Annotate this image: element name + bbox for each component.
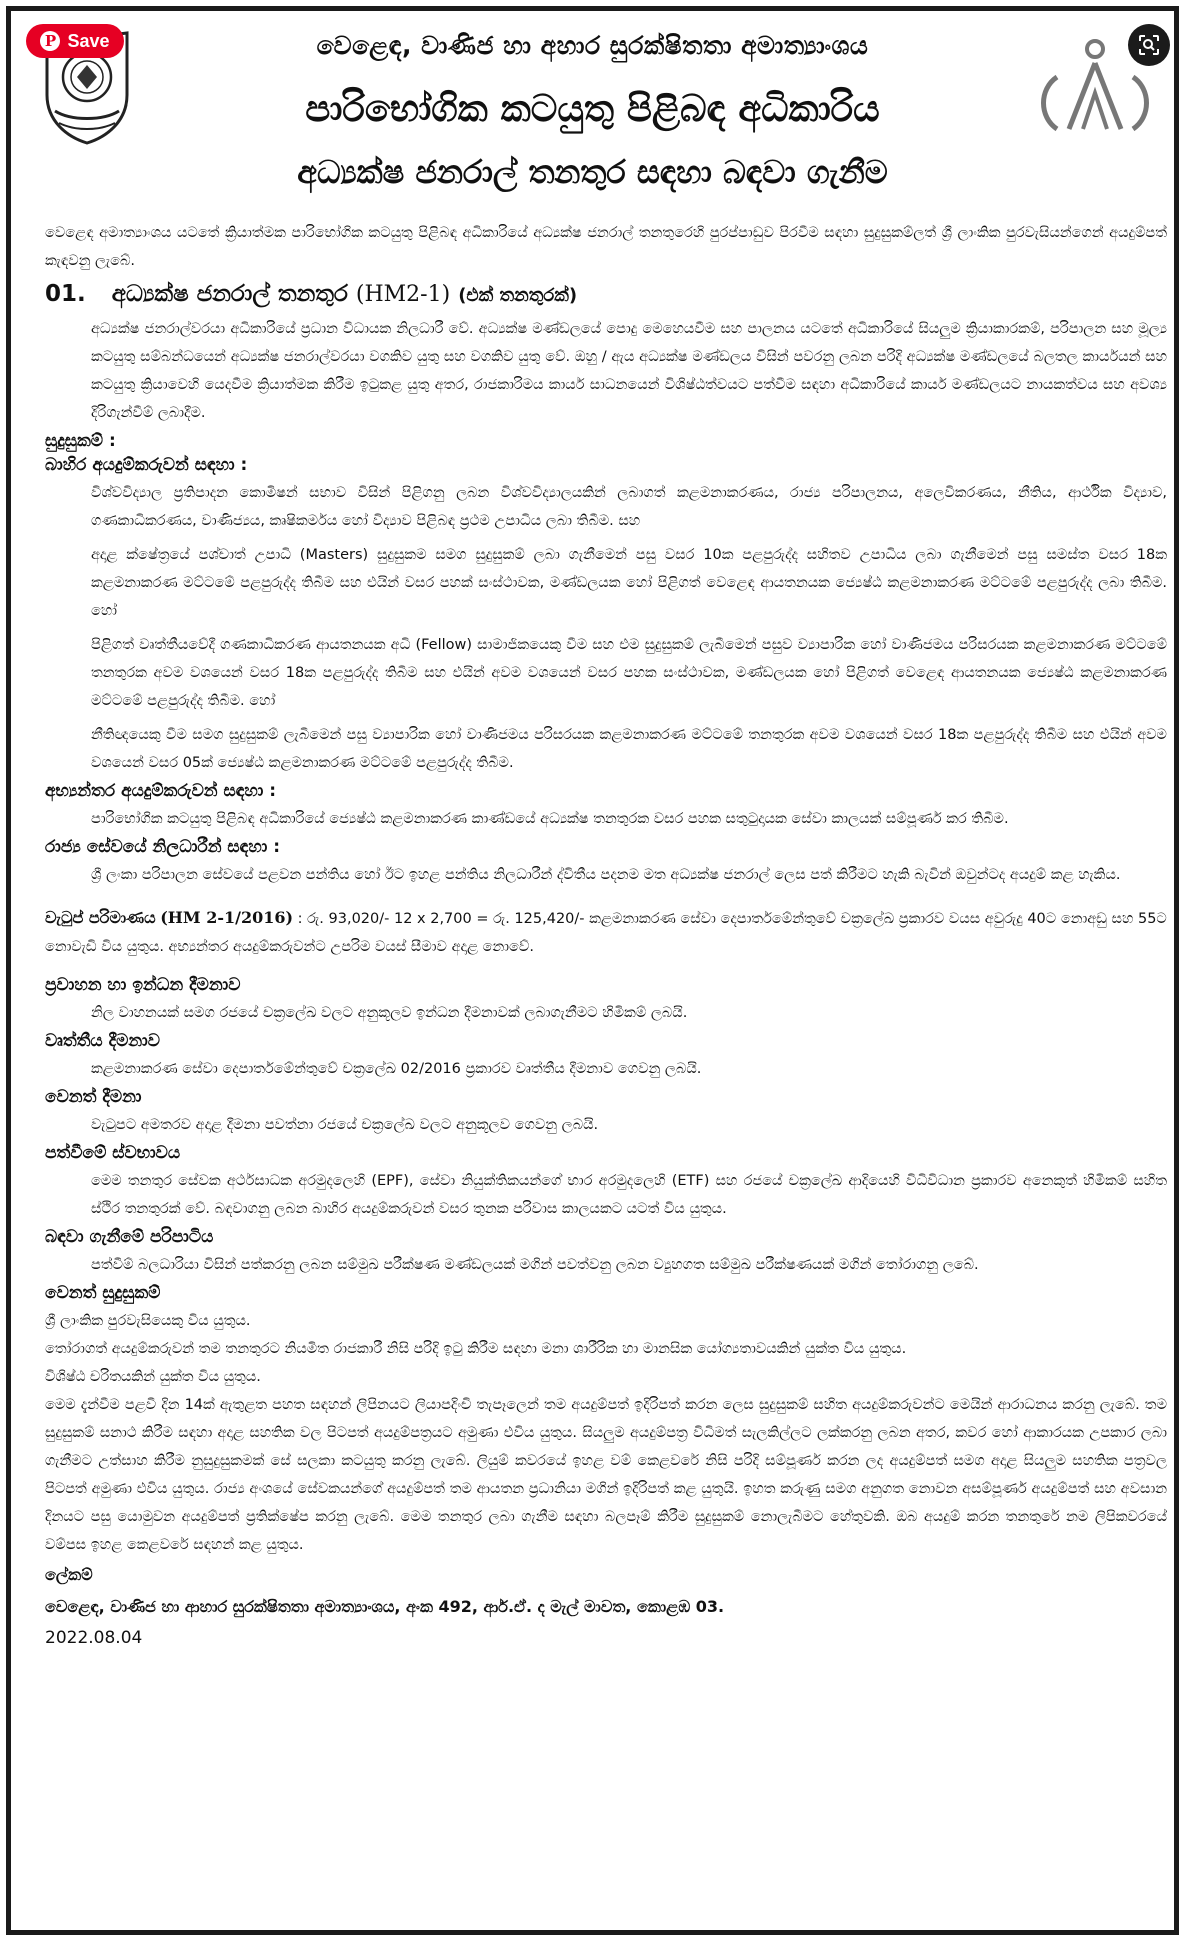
transport-text: නිල වාහනයක් සමග රජයේ චක්‍රලේඛ වලට අනුකූලව ඉන්ධන දීමනාවක් ලබාගැනීමට හිමිකම් ලබයි. <box>91 1005 688 1021</box>
procedure-heading: බඳවා ගැනීමේ පරිපාටිය <box>45 1227 214 1247</box>
signatory-title: ලේකම් <box>45 1565 93 1584</box>
other-allowance-heading: වෙනත් දීමනා <box>45 1087 142 1107</box>
other-qualifications-heading: වෙනත් සුදුසුකම් <box>45 1283 161 1303</box>
pinterest-icon: P <box>40 31 60 51</box>
internal-text: පාරිභෝගික කටයුතු පිළිබඳ අධිකාරියේ ජ්‍යෙෂ්ඨ කළමනාකරණ කාණ්ඩයේ අධ්‍යක්ෂ තනතුරක වසර පහක සතුටුදායක සේවා කාලයක් සම්පූර්ණ කර තිබීම. <box>91 811 1009 827</box>
professional-text: කළමනාකරණ සේවා දෙපාර්තමේන්තුවේ චක්‍රලේඛ 02/2016 ප්‍රකාරව වෘත්තීය දීමනාව ගෙවනු ලබයි. <box>91 1061 702 1077</box>
other-allowance-text: වැටුපට අමතරව අදාළ දීමනා පවත්නා රජයේ චක්‍රලේඛ වලට අනුකූලව ගෙවනු ලබයි. <box>91 1117 599 1133</box>
transport-heading: ප්‍රවාහන හා ඉන්ධන දීමනාව <box>45 975 241 995</box>
salary-code: (HM 2-1/2016) <box>160 907 294 927</box>
authority-name: පාරිභෝගික කටයුතු පිළිබඳ අධිකාරිය <box>305 87 880 130</box>
save-button[interactable] <box>26 24 124 58</box>
salary-text: : රු. 93,020/- 12 x 2,700 = රු. 125,420/- කළමනාකරණ සේවා දෙපාර්තමේන්තුවේ චක්‍රලේඛ ප්‍රකාරව වයස අවුරුදු 40ට නොඅඩු සහ 55ට නොවැඩි විය යුතුය. අභ්‍යන්තර අයදුම්කරුවන්ට උපරිම වයස් සීමාව අදාළ නොවේ. <box>45 910 1167 955</box>
salary-label: වැටුප් පරිමාණය <box>45 907 156 927</box>
position-count: (එක් තනතුරක්) <box>458 285 578 306</box>
position-title: අධ්‍යක්ෂ ජනරාල් තනතුර <box>111 281 348 307</box>
external-item: නීතිඥයෙකු වීම සමග සුදුසුකම් ලැබීමෙන් පසු ව්‍යාපාරික හෝ වාණිජමය පරිසරයක කළමනාකරණ මට්ටමේ තනතුරක අවම වශයෙන් වසර 18ක පළපුරුද්ද තිබීම සහ එයින් අවම වශයෙන් වසර 05ක් ජ්‍යෙෂ්ඨ කළමනාකරණ මට්ටමේ පළපුරුද්ද තිබීම. <box>91 727 1167 771</box>
other-qualification-line: තෝරාගත් අයදුම්කරුවන් තම තනතුරට නියමිත රාජකාරී නිසි පරිදි ඉටු කිරීම සඳහා මනා ශාරීරික හා මානසික යෝග්‍යතාවයකින් යුක්ත විය යුතුය. <box>45 1341 907 1357</box>
save-button-label: Save <box>67 30 110 51</box>
application-instructions: මෙම දැන්වීම පළවී දින 14ක් ඇතුළත පහත සඳහන් ලිපිනයට ලියාපදිංචි තැපෑලෙන් තම අයදුම්පත් ඉදිරිපත් කරන ලෙස සුදුසුකම් සහිත අයදුම්කරුවන්ට මෙයින් ආරාධනය කරනු ලැබේ. තම සුදුසුකම් සනාථ කිරීම සඳහා අදාළ සහතික වල පිටපත් අයදුම්පත්‍රයට අමුණා එවිය යුතුය. සියලුම අයදුම්පත්‍ර විධිමත් සැලකිල්ලට ලක්කරනු ලබන අතර, කවර හෝ ආකාරයක උපකාර ලබා ගැනීමට උත්සාහ කිරීම නුසුදුසුකමක් සේ සලකා කටයුතු කරනු ලැබේ. ලියුම් කවරයේ ඉහළ වම් කෙළවරේ නිසි පරිදි සම්පූර්ණ කරන ලද අයදුම්පත් සමග අදාළ සියලුම සහතික පත්‍රවල පිටපත් අමුණා එවිය යුතුය. රාජ්‍ය අංශයේ සේවකයන්ගේ අයදුම්පත් තම ආයතන ප්‍රධානියා මගින් ඉදිරිපත් කළ යුතුයි. ඉහත කරුණු සමග අනුගත නොවන අසම්පූර්ණ අයදුම්පත් සහ අවසාන දිනයට පසු යොමුවන අයදුම්පත් ප්‍රතික්ෂේප කරනු ලැබේ. මෙම තනතුර ලබා ගැනීම සඳහා බලපෑම් කිරීම සුදුසුකම් නොලැබීමට හේතුවකි. ඔබ අයදුම් කරන තනතුරේ නම ලිපිකවරයේ වම්පස ඉහළ කෙළවරේ සඳහන් කළ යුතුය. <box>45 1397 1167 1553</box>
external-item: අදාළ ක්ෂේත්‍රයේ පශ්චාත් උපාධි (Masters) සුදුසුකම සමග සුදුසුකම් ලබා ගැනීමෙන් පසු වසර 10ක පළපුරුද්ද සහිතව උපාධිය ලබා ගැනීමෙන් පසු සමස්ත වසර 18ක කළමනාකරණ මට්ටමේ පළපුරුද්ද තිබීම සහ එයින් වසර පහක් සංස්ථාවක, මණ්ඩලයක හෝ පිළිගත් වෙළෙඳ ආයතනයක ජ්‍යෙෂ්ඨ කළමනාකරණ මට්ටමේ පළපුරුද්ද ලබා තිබීම. හෝ <box>91 547 1167 619</box>
nature-text: මෙම තනතුර සේවක අර්ථසාධක අරමුදලෙහි (EPF), සේවා නියුක්තිකයන්ගේ භාර අරමුදලෙහි (ETF) සහ රජයේ චක්‍රලේඛ ආදියෙහි විධිවිධාන ප්‍රකාරව අනෙකුත් හිමිකම් සහිත ස්ථිර තනතුරක් වේ. බඳවාගනු ලබන බාහිර අයදුම්කරුවන් වසර තුනක පරිවාස කාලයකට යටත් විය යුතුය. <box>91 1173 1167 1217</box>
qualifications-heading: සුදුසුකම් : <box>45 431 116 451</box>
advertisement-page <box>6 6 1179 1935</box>
internal-heading: අභ්‍යන්තර අයදුම්කරුවන් සඳහා : <box>45 781 277 801</box>
advert-body <box>45 219 1167 1653</box>
other-qualification-line: විශිෂ්ඨ චරිතයකින් යුක්ත විය යුතුය. <box>45 1369 261 1385</box>
public-service-heading: රාජ්‍ය සේවයේ නිලධාරීන් සඳහා : <box>45 837 281 857</box>
professional-heading: වෘත්තීය දීමනාව <box>45 1031 160 1051</box>
signatory-address: වෙළෙඳ, වාණිජ හා ආහාර සුරක්ෂිතතා අමාත්‍යාංශය, අංක 492, ආර්.ඒ. ද මැල් මාවත, කොළඹ 03. <box>45 1597 725 1616</box>
public-service-text: ශ්‍රී ලංකා පරිපාලන සේවයේ පළවන පන්තිය හෝ ඊට ඉහළ පන්තිය නිලධාරීන් ද්විතීය පදනම මත අධ්‍යක්ෂ ජනරාල් ලෙස පත් කිරීමට හැකි බැවින් ඔවුන්ටද අයදුම් කළ හැකිය. <box>91 867 1121 883</box>
other-qualification-line: ශ්‍රී ලාංකික පුරවැසියෙකු විය යුතුය. <box>45 1313 251 1329</box>
position-code: (HM2-1) <box>355 282 451 307</box>
intro-paragraph: වෙළෙඳ අමාත්‍යාංශය යටතේ ක්‍රියාත්මක පාරිභෝගික කටයුතු පිළිබඳ අධිකාරියේ අධ්‍යක්ෂ ජනරාල් තනතුරෙහි පුරප්පාඩුව පිරවීම සඳහා සුදුසුකම්ලත් ශ්‍රී ලාංකික පුරවැසියන්ගෙන් අයදුම්පත් කැඳවනු ලැබේ. <box>45 225 1167 269</box>
duties-paragraph: අධ්‍යක්ෂ ජනරාල්වරයා අධිකාරියේ ප්‍රධාන විධායක නිලධාරී වේ. අධ්‍යක්ෂ මණ්ඩලයේ පොදු මෙහෙයවීම සහ පාලනය යටතේ අධිකාරියේ සියලුම ක්‍රියාකාරකම්, පරිපාලන සහ මූල්‍ය කටයුතු සම්බන්ධයෙන් අධ්‍යක්ෂ ජනරාල්වරයා වගකිව යුතු සහ වගකිව යුතු වේ. ඔහු / ඇය අධ්‍යක්ෂ මණ්ඩලය විසින් පවරනු ලබන පරිදි අධ්‍යක්ෂ මණ්ඩලයේ බලතල කාර්යයන් සහ කටයුතු ක්‍රියාවෙහි යෙදවීම ක්‍රියාත්මක කිරීම ඉටුකළ යුතු අතර, රාජකාරිමය කාර්ය සාධනයෙන් විශිෂ්ඨත්වයට පත්වීම සඳහා අධිකාරියේ කාර්ය මණ්ඩලයට නායකත්වය සහ අවශ්‍ය දිරිගැන්වීම් ලබාදීම. <box>91 321 1167 421</box>
salary-scale <box>45 904 1167 961</box>
advert-date: 2022.08.04 <box>45 1628 143 1648</box>
external-item: පිළිගත් වෘත්තීයවේදී ගණකාධිකරණ ආයතනයක අධි (Fellow) සාමාජිකයෙකු වීම සහ එම සුදුසුකම් ලැබීමෙන් පසුව ව්‍යාපාරික හෝ වාණිජමය පරිසරයක කළමනාකරණ මට්ටමේ තනතුරක අවම වශයෙන් වසර 18ක පළපුරුද්ද තිබීම සහ එයින් අවම වශයෙන් වසර පහක සංස්ථාවක, මණ්ඩලයක හෝ පිළිගත් වෙළෙඳ ආයතනයක ජ්‍යෙෂ්ඨ කළමනාකරණ මට්ටමේ පළපුරුද්ද තිබීම. හෝ <box>91 637 1167 709</box>
visual-search-icon <box>1137 33 1161 57</box>
position-heading <box>45 281 1167 307</box>
visual-search-button[interactable] <box>1128 24 1170 66</box>
nature-heading: පත්වීමේ ස්වභාවය <box>45 1143 181 1163</box>
position-number: 01. <box>45 281 86 307</box>
procedure-text: පත්වීම් බලධාරියා විසින් පත්කරනු ලබන සම්මුඛ පරීක්ෂණ මණ්ඩලයක් මගින් පවත්වනු ලබන ව්‍යුහගත සම්මුඛ පරීක්ෂණයක් මගින් තෝරාගනු ලබේ. <box>91 1257 979 1273</box>
ministry-name: වෙළෙඳ, වාණිජ හා අහාර සුරක්ෂිතතා අමාත්‍යාංශය <box>316 31 869 60</box>
advert-title: අධ්‍යක්ෂ ජනරාල් තනතුර සඳහා බඳවා ගැනීම <box>297 153 888 191</box>
external-heading: බාහිර අයදුම්කරුවන් සඳහා : <box>45 455 248 475</box>
external-item: විශ්වවිද්‍යාල ප්‍රතිපාදන කොමිෂන් සභාව විසින් පිළිගනු ලබන විශ්වවිද්‍යාලයකින් ලබාගත් කළමනාකරණය, රාජ්‍ය පරිපාලනය, අලෙවිකරණය, නීතිය, ආර්ථික විද්‍යාව, ගණකාධිකරණය, වාණිජ්‍යය, කෘෂිකර්මය හෝ විද්‍යාව පිළිබඳ ප්‍රථම උපාධිය ලබා තිබීම. සහ <box>91 485 1167 529</box>
